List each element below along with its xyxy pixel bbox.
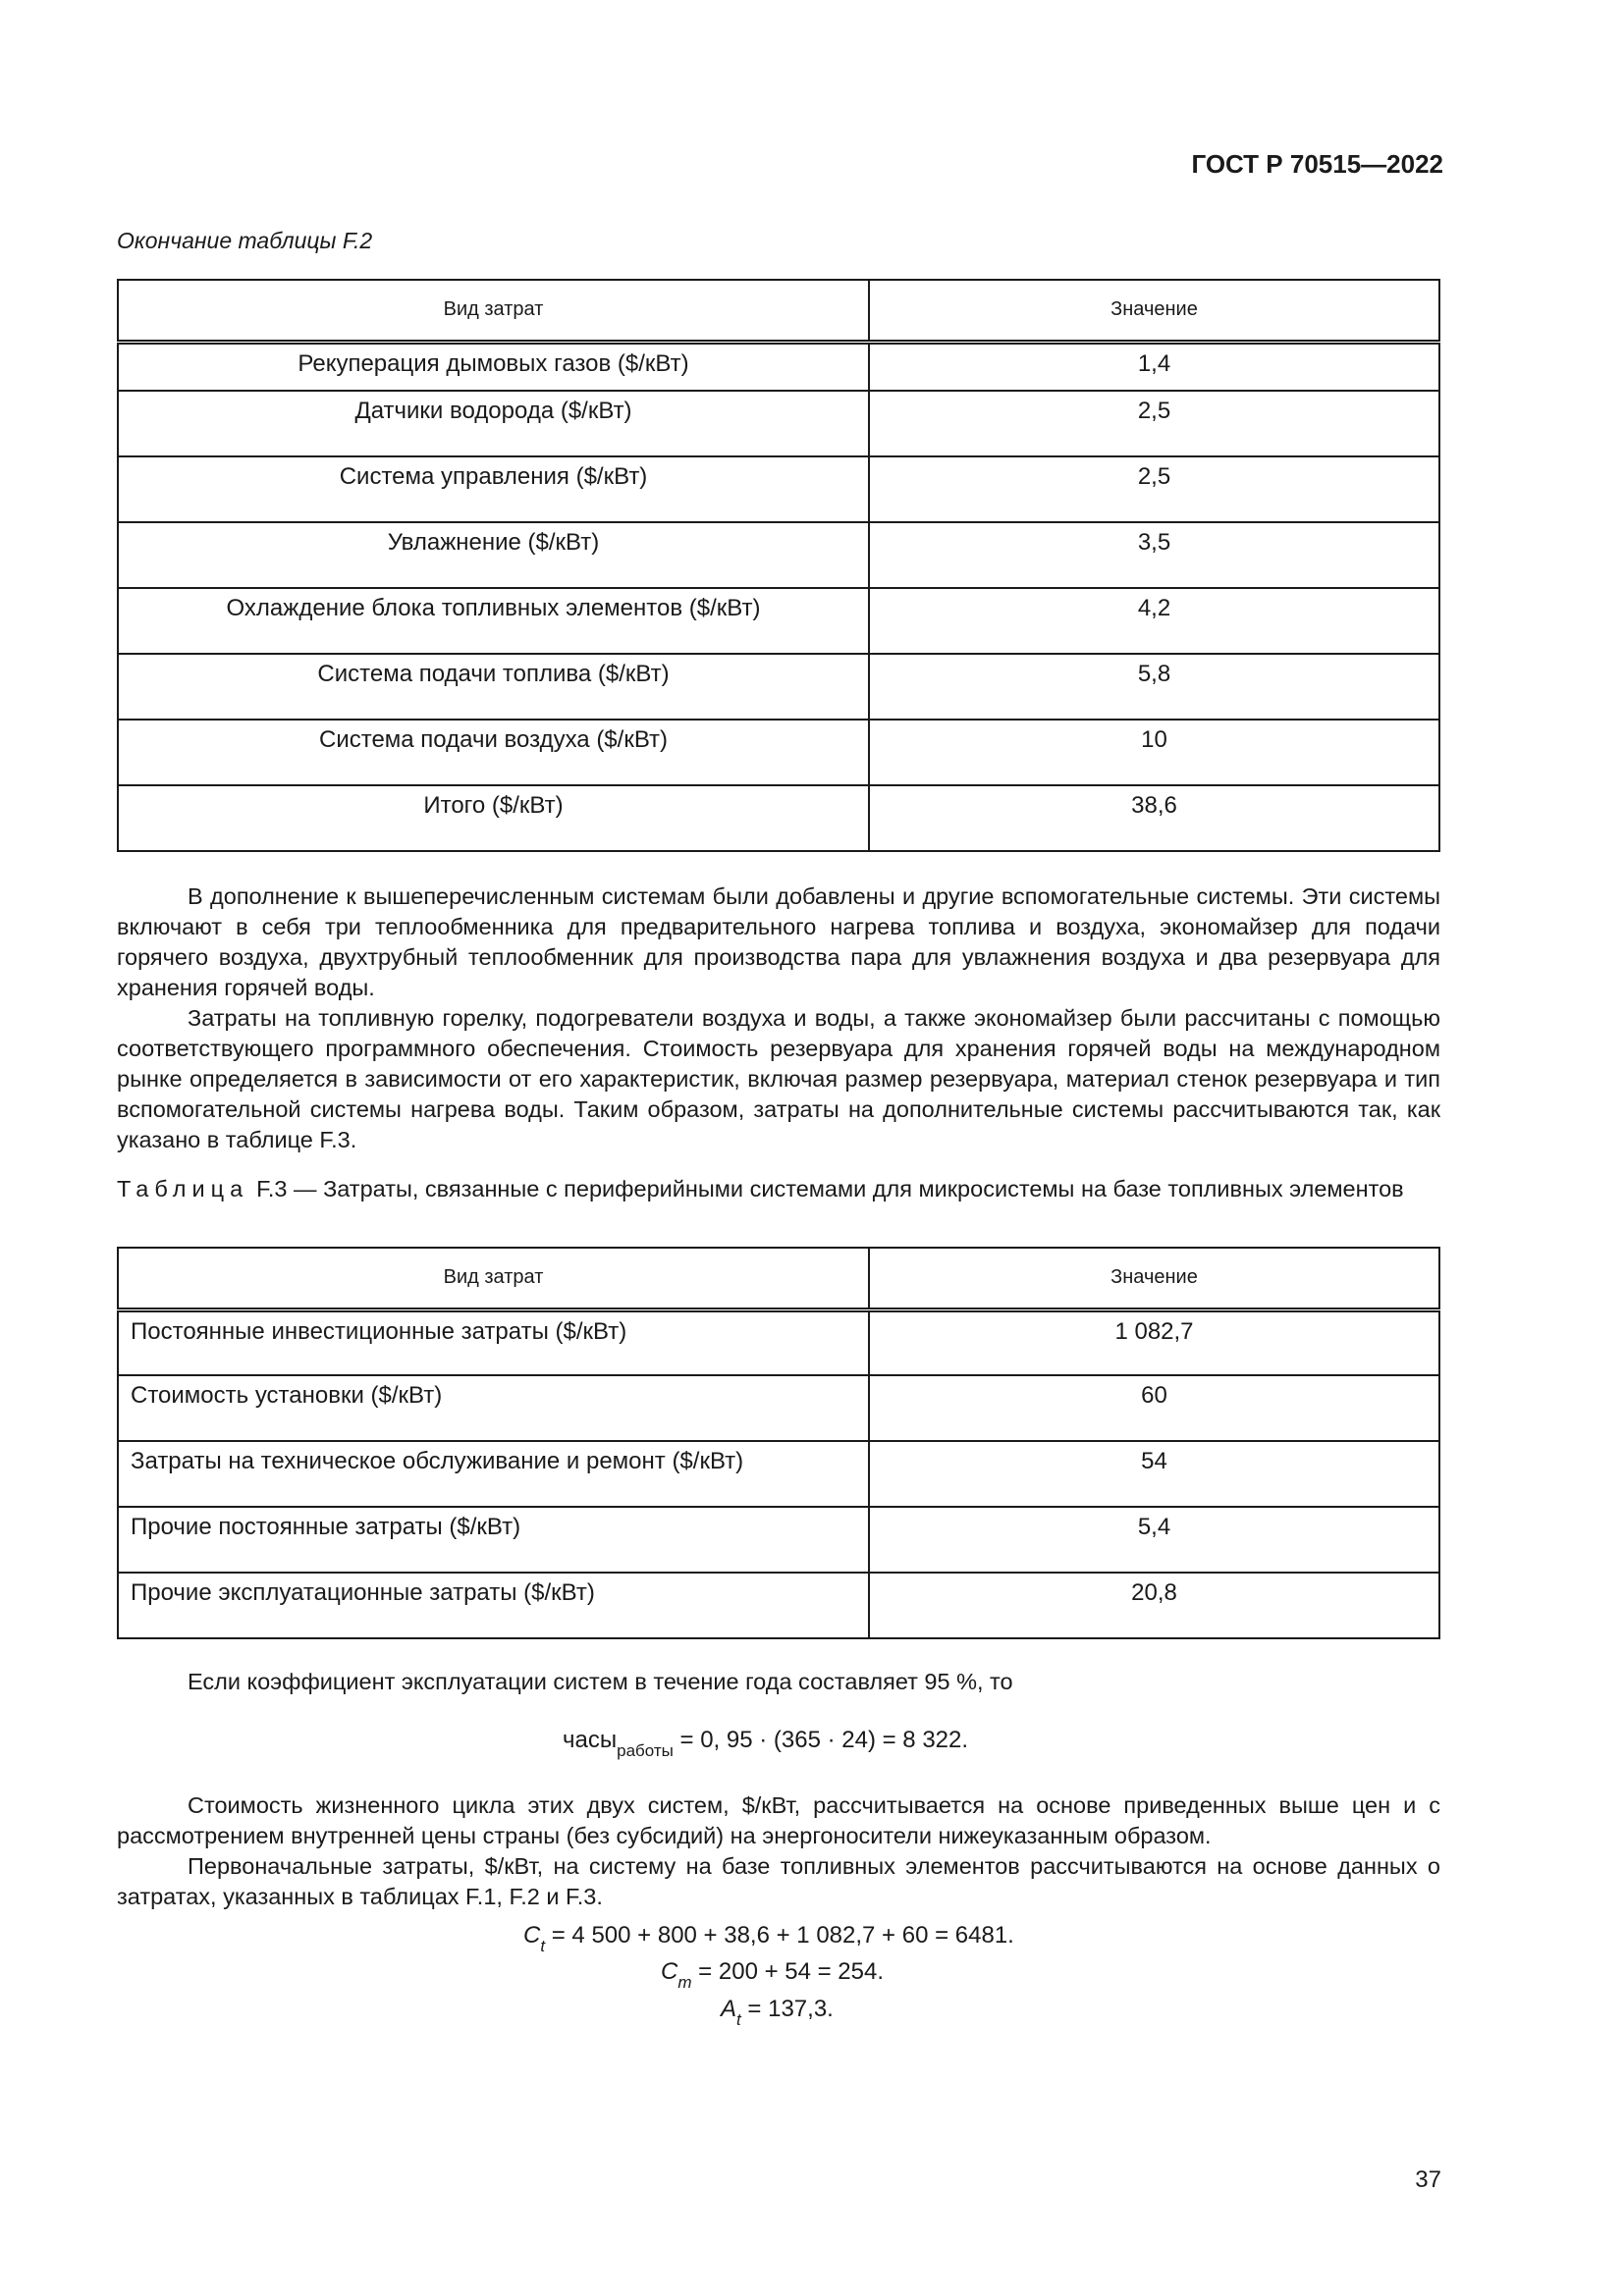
table-header-row [118, 280, 1439, 342]
formula-base: C [661, 1958, 678, 1985]
row-label: Система подачи топлива ($/кВт) [118, 654, 869, 720]
formula-at [721, 1996, 834, 2030]
formula-operating-hours [563, 1727, 968, 1761]
formula-base: C [523, 1922, 541, 1949]
row-value: 2,5 [869, 456, 1439, 522]
formula-cm [661, 1958, 884, 1993]
row-value: 2,5 [869, 391, 1439, 456]
column-header-cost-type: Вид затрат [118, 280, 869, 342]
table-row [118, 654, 1439, 720]
paragraph-operating-factor: Если коэффициент эксплуатации систем в течение года составляет 95 %, то [188, 1669, 1013, 1694]
row-label: Стоимость установки ($/кВт) [118, 1375, 869, 1441]
row-value: 5,8 [869, 654, 1439, 720]
table-row [118, 1375, 1439, 1441]
row-value: 4,2 [869, 588, 1439, 654]
row-value: 3,5 [869, 522, 1439, 588]
table-f3-title [117, 1176, 1440, 1202]
paragraph-lifecycle-cost: Стоимость жизненного цикла этих двух систем, $/кВт, рассчитывается на основе приведенных выше цен и с рассмотрением внутренней цены страны (без субсидий) на энергоносители нижеуказанным образом. [117, 1792, 1440, 1848]
formula-expression: = 137,3. [740, 1996, 834, 2022]
formula-expression: = 0, 95 · (365 · 24) = 8 322. [673, 1727, 969, 1753]
row-value: 1 082,7 [869, 1309, 1439, 1375]
row-label: Рекуперация дымовых газов ($/кВт) [118, 342, 869, 391]
formula-base: A [721, 1996, 737, 2022]
paragraph-auxiliary-systems: В дополнение к вышеперечисленным системам были добавлены и другие вспомогательные системы. Эти системы включают в себя три теплообменника для предварительного нагрева топлива и воздуха, экономайзер для подачи горячего воздуха, двухтрубный теплообменник для производства пара для увлажнения воздуха и два резервуара для хранения горячей воды. [117, 883, 1440, 1000]
column-header-value: Значение [869, 1248, 1439, 1309]
row-label: Система подачи воздуха ($/кВт) [118, 720, 869, 785]
formula-subscript: t [540, 1937, 546, 1955]
formula-expression: = 200 + 54 = 254. [691, 1958, 885, 1985]
row-label: Итого ($/кВт) [118, 785, 869, 851]
table-row [118, 1573, 1439, 1638]
row-value: 5,4 [869, 1507, 1439, 1573]
table-row [118, 720, 1439, 785]
row-value: 38,6 [869, 785, 1439, 851]
table-word: Таблица [117, 1176, 249, 1201]
column-header-value: Значение [869, 280, 1439, 342]
table-f3-title-text: F.3 — Затраты, связанные с периферийными системами для микросистемы на базе топливных элементов [256, 1176, 1404, 1201]
formula-base: часы [563, 1727, 618, 1753]
table-f3 [117, 1247, 1440, 1639]
table-f2 [117, 279, 1440, 852]
table-row [118, 391, 1439, 456]
table-header-row [118, 1248, 1439, 1309]
row-value: 60 [869, 1375, 1439, 1441]
table-row [118, 1309, 1439, 1375]
row-label: Прочие эксплуатационные затраты ($/кВт) [118, 1573, 869, 1638]
row-label: Затраты на техническое обслуживание и ремонт ($/кВт) [118, 1441, 869, 1507]
formula-subscript: m [677, 1973, 692, 1992]
table-row-total [118, 785, 1439, 851]
row-value: 54 [869, 1441, 1439, 1507]
row-label: Постоянные инвестиционные затраты ($/кВт) [118, 1309, 869, 1375]
paragraph-initial-costs: Первоначальные затраты, $/кВт, на систему на базе топливных элементов рассчитываются на основе данных о затратах, указанных в таблицах F.1, F.2 и F.3. [117, 1853, 1440, 1909]
formula-expression: = 4 500 + 800 + 38,6 + 1 082,7 + 60 = 6481. [545, 1922, 1014, 1949]
table-f2-caption: Окончание таблицы F.2 [117, 228, 373, 253]
row-value: 10 [869, 720, 1439, 785]
table-row [118, 342, 1439, 391]
row-value: 1,4 [869, 342, 1439, 391]
column-header-cost-type: Вид затрат [118, 1248, 869, 1309]
paragraph-cost-calculation: Затраты на топливную горелку, подогреватели воздуха и воды, а также экономайзер были рассчитаны с помощью соответствующего программного обеспечения. Стоимость резервуара для хранения горячей воды на международном рынке определяется в зависимости от его характеристик, включая размер резервуара, материал стенок резервуара и тип вспомогательной системы нагрева воды. Таким образом, затраты на дополнительные системы рассчитываются так, как указано в таблице F.3. [117, 1005, 1440, 1152]
table-row [118, 522, 1439, 588]
row-label: Охлаждение блока топливных элементов ($/кВт) [118, 588, 869, 654]
formula-subscript: t [736, 2010, 741, 2029]
table-row [118, 1441, 1439, 1507]
page-number: 37 [1415, 2166, 1441, 2193]
row-value: 20,8 [869, 1573, 1439, 1638]
row-label: Система управления ($/кВт) [118, 456, 869, 522]
table-row [118, 456, 1439, 522]
formula-subscript: работы [617, 1741, 674, 1760]
row-label: Увлажнение ($/кВт) [118, 522, 869, 588]
standard-designation: ГОСТ Р 70515—2022 [1191, 149, 1443, 179]
table-row [118, 588, 1439, 654]
table-row [118, 1507, 1439, 1573]
row-label: Датчики водорода ($/кВт) [118, 391, 869, 456]
row-label: Прочие постоянные затраты ($/кВт) [118, 1507, 869, 1573]
formula-ct [523, 1922, 1014, 1956]
